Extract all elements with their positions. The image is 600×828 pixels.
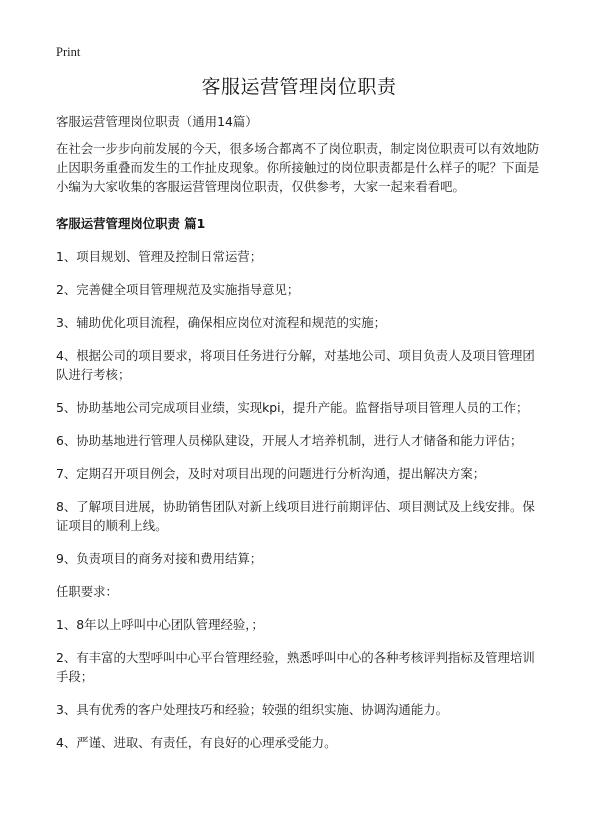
- requirement-item-2: 2、有丰富的大型呼叫中心平台管理经验，熟悉呼叫中心的各种考核评判指标及管理培训手段；: [56, 650, 535, 684]
- section-heading: 客服运营管理岗位职责 篇1: [56, 216, 206, 231]
- list-item-7: 7、定期召开项目例会，及时对项目出现的问题进行分析沟通，提出解决方案；: [56, 466, 486, 481]
- page-title: 客服运营管理岗位职责: [201, 76, 397, 98]
- list-item-6: 6、协助基地进行管理人员梯队建设，开展人才培养机制，进行人才储备和能力评估；: [56, 433, 523, 448]
- list-item-1: 1、项目规划、管理及控制日常运营；: [56, 249, 263, 264]
- list-item-5: 5、协助基地公司完成项目业绩，实现kpi，提升产能。监督指导项目管理人员的工作；: [56, 400, 529, 415]
- list-item-3: 3、辅助优化项目流程，确保相应岗位对流程和规范的实施；: [56, 315, 387, 330]
- requirements-label: 任职要求：: [56, 584, 118, 599]
- list-item-8: 8、了解项目进展，协助销售团队对新上线项目进行前期评估、项目测试及上线安排。保证项目的顺利上线。: [56, 499, 535, 533]
- intro-paragraph: 在社会一步步向前发展的今天，很多场合都离不了岗位职责，制定岗位职责可以有效地防止因职务重叠而发生的工作扯皮现象。你所接触过的岗位职责都是什么样子的呢？下面是小编为大家收集的客服运营管理岗位职责，仅供参考，大家一起来看看吧。: [56, 141, 540, 194]
- print-link[interactable]: Print: [56, 45, 81, 59]
- requirement-item-1: 1、8年以上呼叫中心团队管理经验，；: [56, 617, 264, 632]
- list-item-4: 4、根据公司的项目要求，将项目任务进行分解，对基地公司、项目负责人及项目管理团队进行考核；: [56, 348, 535, 382]
- list-item-9: 9、负责项目的商务对接和费用结算；: [56, 551, 263, 566]
- list-item-2: 2、完善健全项目管理规范及实施指导意见；: [56, 282, 300, 297]
- requirement-item-3: 3、具有优秀的客户处理技巧和经验；较强的组织实施、协调沟通能力。: [56, 702, 448, 717]
- requirement-item-4: 4、严谨、进取、有责任，有良好的心理承受能力。: [56, 735, 337, 750]
- document-subtitle: 客服运营管理岗位职责（通用14篇）: [56, 114, 258, 129]
